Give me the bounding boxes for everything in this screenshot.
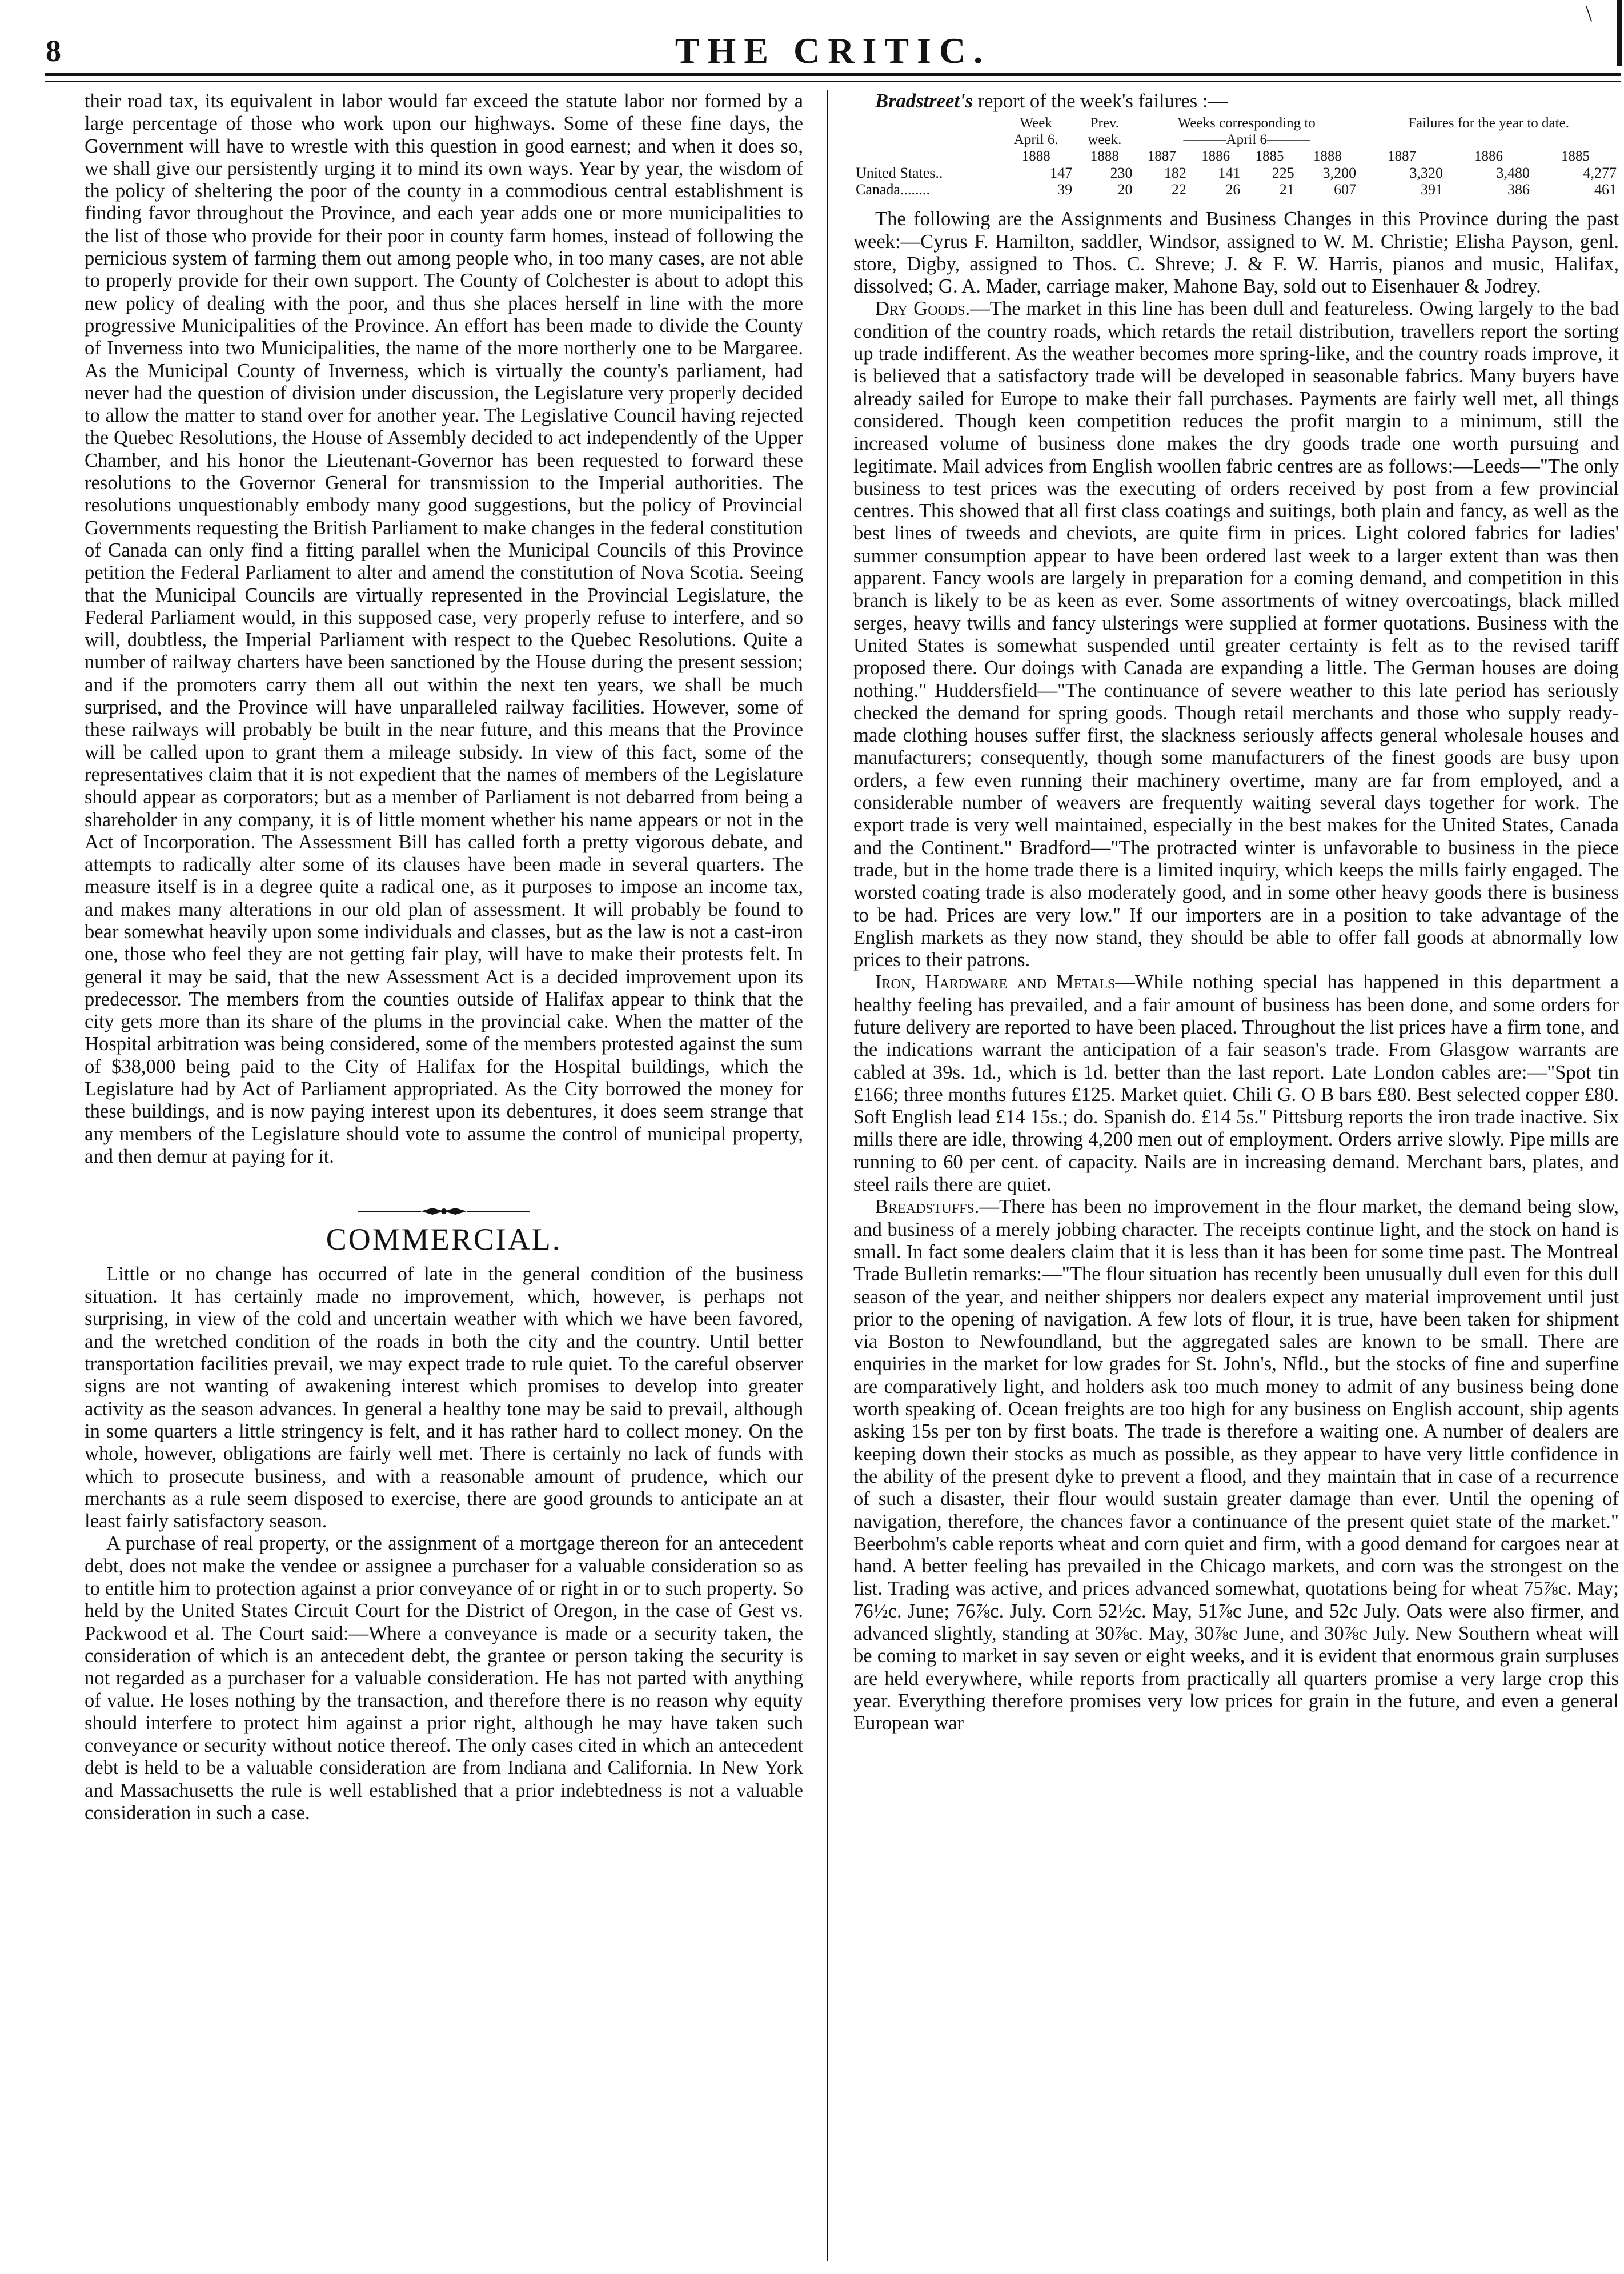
col-weeks-corresponding: Weeks corresponding to (1177, 115, 1316, 131)
table-cell: 147 (1050, 165, 1073, 182)
year-cell: 1886 (1474, 149, 1503, 165)
column-divider (827, 90, 828, 2261)
failures-subheader-row (853, 131, 1619, 148)
iron-heading: Iron, Hardware and Metals (875, 971, 1116, 994)
dry-goods-paragraph (853, 298, 1619, 971)
bradstreet-name: Bradstreet's (875, 90, 973, 112)
table-cell: 4,277 (1583, 165, 1617, 182)
breadstuffs-heading: Breadstuffs. (875, 1196, 980, 1218)
edge-mark: \ (1586, 1, 1593, 26)
dry-goods-text: —The market in this line has been dull and featureless. Owing largely to the bad condition of the country roads, which retards the retail distribution, travellers report the sorting up trade indifferent. As the weather becomes more spring-like, and the country roads improve, it is believed that a satisfactory trade will be developed in seasonable fabrics. Many buyers have already sailed for Europe to make their fall purchases. Payments are fairly well met, all things considered. Though keen competition reduces the profit margin to a minimum, still the increased volume of business done makes the dry goods trade one worth pursuing and legitimate. Mail advices from English woollen fabric centres are as follows:—Leeds—"The only business to test prices was the executing of orders received by post from a few provincial centres. This showed that all first class coatings and suitings, both plain and fancy, as well as the best lines of tweeds and cheviots, are quite firm in prices. Light colored fabrics for ladies' summer consumption appear to have been ordered last week to a larger extent than was then apparent. Fancy wools are largely in preparation for a coming demand, and competition in this branch is likely to be as keen as ever. Some assortments of witney overcoatings, black milled serges, heavy twills and fancy ulsterings were supplied at former quotations. Business with the United States is somewhat suspended until greater certainty is felt as to the revised tariff proposed there. Our doings with Canada are expanding a little. The German houses are doing nothing." Huddersfield—"The continuance of severe weather to this late period has seriously checked the demand for spring goods. Though retail merchants and those who supply ready-made clothing houses suffer first, the slackness seriously affects general wholesale houses and manufacturers; consequently, though some manufacturers of the finest goods are busy upon orders, a few even running their machinery overtime, many are far from employed, and a considerable number of weavers are frequently waiting several days together for work. The export trade is very well maintained, especially in the best makes for the United States, Canada and the Continent." Bradford—"The protracted winter is unfavorable to business in the piece trade, but in the home trade there is a limited inquiry, which keeps the mills fairly engaged. The worsted coating trade is also moderately good, and in some other heavy goods there is business to be had. Prices are very low." If our importers are in a position to take advantage of the English markets as they now stand, they should be able to offer fall goods at abnormally low prices to their patrons. (853, 298, 1619, 971)
table-cell: 20 (1117, 181, 1133, 198)
right-column (853, 90, 1619, 2267)
page-number: 8 (46, 34, 61, 68)
edge-bar (1617, 0, 1622, 66)
table-cell: 3,320 (1409, 165, 1443, 182)
year-cell: 1888 (1313, 149, 1342, 165)
col-week-label: week. (1088, 132, 1122, 148)
legal-paragraph: A purchase of real property, or the assignment of a mortgage thereon for an antecedent debt, does not make the vendee or assignee a purchaser for a valuable consideration so as to entitle him to protection against a prior conveyance of or right in or to such property. So held by the United States Circuit Court for the District of Oregon, in the case of Gest vs. Packwood et al. The Court said:—Where a conveyance is made or a security taken, the consideration of which is an antecedent debt, the grantee or person taking the security is not regarded as a purchaser for a valuable consideration. He has not parted with anything of value. He loses nothing by the transaction, and therefore there is no reason why equity should interfere to protect him against a prior right, although he may have taken such conveyance or security without notice thereof. The only cases cited in which an antecedent debt is held to be a valuable consideration are from Indiana and California. In New York and Massachusetts the rule is well established that a prior indebtedness is not a valuable consideration in such a case. (85, 1532, 803, 1824)
table-cell: 386 (1507, 181, 1530, 198)
table-cell: 182 (1164, 165, 1186, 182)
row-label: United States.. (856, 165, 943, 182)
left-column (85, 90, 803, 2267)
header-rule-thin (45, 81, 1621, 82)
table-cell: 461 (1594, 181, 1617, 198)
col-prev: Prev. (1090, 115, 1120, 131)
table-cell: 607 (1334, 181, 1357, 198)
year-cell: 1887 (1147, 149, 1176, 165)
failures-years-row (853, 148, 1619, 165)
year-cell: 1885 (1561, 149, 1590, 165)
table-row (853, 181, 1619, 198)
row-label: Canada........ (856, 181, 930, 198)
table-cell: 26 (1225, 181, 1241, 198)
table-cell: 21 (1279, 181, 1294, 198)
table-cell: 3,480 (1496, 165, 1530, 182)
failures-header-row (853, 115, 1619, 131)
table-cell: 39 (1057, 181, 1073, 198)
section-ornament (85, 1200, 803, 1222)
failures-table (853, 115, 1619, 198)
masthead-title: THE CRITIC. (675, 30, 991, 71)
header-rule-thick (45, 73, 1621, 76)
dry-goods-heading: Dry Goods. (875, 298, 971, 320)
page-header (45, 30, 1621, 70)
breadstuffs-paragraph (853, 1196, 1619, 1735)
table-cell: 225 (1272, 165, 1294, 182)
bradstreet-intro (853, 90, 1619, 113)
table-cell: 3,200 (1322, 165, 1357, 182)
table-cell: 391 (1421, 181, 1443, 198)
iron-paragraph (853, 971, 1619, 1196)
col-april-6: April 6. (1013, 132, 1058, 148)
year-cell: 1888 (1021, 149, 1050, 165)
commercial-paragraph: Little or no change has occurred of late in the general condition of the business situation. It has certainly made no improvement, which, however, is perhaps not surprising, in view of the cold and uncertain weather with which we have been favored, and the wretched condition of the roads in both the city and the country. Until better transportation facilities prevail, we may expect trade to rule quiet. To the careful observer signs are not wanting of awakening interest which promises to develop into greater activity as the season advances. In general a healthy tone may be said to prevail, although in some quarters a little stringency is felt, and it has rather hard to collect money. On the whole, however, obligations are fairly well met. There is certainly no lack of funds with which to prosecute business, and with a reasonable amount of prudence, which our merchants as a rule seem disposed to exercise, there are good grounds to anticipate an at least fairly satisfactory season. (85, 1263, 803, 1532)
col-april-6-range: ———April 6——— (1183, 132, 1310, 148)
legislature-article: their road tax, its equivalent in labor would far exceed the statute labor nor formed by a large percentage of those who work upon our highways. Some of these fine days, the Government will have to wrestle with this question in good earnest; and when it does so, we shall give our persistently urging it to mind its own ways. Year by year, the wisdom of the policy of sheltering the poor of the county in a commodious central establishment is finding favor throughout the Province, and each year adds one or more municipalities to the list of those who provide for their poor in county farm homes, instead of following the pernicious system of farming them out among people who, in too many cases, are not able to properly provide for their own support. The County of Colchester is about to adopt this new policy of dealing with the poor, and thus she places herself in line with the more progressive Municipalities of the Province. An effort has been made to divide the County of Inverness into two Municipalities, the name of the more northerly one to be Margaree. As the Municipal County of Inverness, which is virtually the county's parliament, had never had the question of division under discussion, the Legislature very properly decided to allow the matter to stand over for another year. The Legislative Council having rejected the Quebec Resolutions, the House of Assembly decided to act independently of the Upper Chamber, and his honor the Lieutenant-Governor has been requested to forward these resolutions to the Governor General for transmission to the Imperial authorities. The resolutions unquestionably embody many good suggestions, but the policy of Provincial Governments requesting the British Parliament to make changes in the federal constitution of Canada can only find a fitting parallel when the Municipal Councils of this Province petition the Federal Parliament to alter and amend the constitution of Nova Scotia. Seeing that the Municipal Councils are virtually represented in the Provincial Legislature, the Federal Parliament would, in this supposed case, very properly refuse to interfere, and so will, doubtless, the Imperial Parliament with respect to the Quebec Resolutions. Quite a number of railway charters have been sanctioned by the House during the present session; and if the promoters carry them all out within the next ten years, we shall be much surprised, and the Province will have unparalleled railway facilities. However, some of these railways will probably be built in the near future, and this means that the Province will be called upon to grant them a mileage subsidy. In view of this fact, some of the representatives claim that it is not expedient that the names of members of the Legislature should appear as corporators; but as a member of Parliament is not debarred from being a shareholder in any company, it is of little moment whether his name appears or not in the Act of Incorporation. The Assessment Bill has called forth a pretty vigorous debate, and attempts to radically alter some of its clauses have been made in several quarters. The measure itself is in a degree quite a radical one, as it purposes to impose an income tax, and makes many alterations in our old plan of assessment. It will probably be found to bear somewhat heavily upon some individuals and classes, but as the law is not a cast-iron one, those who feel they are not getting fair play, will have to make their protests felt. In general it may be said, that the new Assessment Act is a decided improvement upon its predecessor. The members from the counties outside of Halifax appear to think that the city gets more than its share of the plums in the provincial cake. When the matter of the Hospital arbitration was being considered, some of the members protested against the sum of $38,000 being paid to the City of Halifax for the Hospital buildings, which the Legislature had by Act of Parliament appropriated. As the City borrowed the money for these buildings, and is now paying interest upon its debentures, it does seem strange that any members of the Legislature should vote to assume the control of municipal property, and then demur at paying for it. (85, 90, 803, 1167)
col-week: Week (1020, 115, 1052, 131)
assignments-paragraph: The following are the Assignments and Business Changes in this Province during the past week:—Cyrus F. Hamilton, saddler, Windsor, assigned to W. M. Christie; Elisha Payson, genl. store, Digby, assigned to Thos. C. Shreve; J. & F. W. Harris, pianos and music, Halifax, dissolved; G. A. Mader, carriage maker, Mahone Bay, sold out to Eisenhauer & Jodrey. (853, 208, 1619, 298)
iron-text: —While nothing special has happened in this department a healthy feeling has prevailed, and a fair amount of business has been done, and some orders for future delivery are reported to have been placed. Throughout the list prices have a firm tone, and the indications warrant the anticipation of a fair season's trade. From Glasgow warrants are cabled at 39s. 1d., which is 1d. better than the last report. Late London cables are:—"Spot tin £166; three months futures £125. Market quiet. Chili G. O B bars £80. Best selected copper £80. Soft English lead £14 15s.; do. Spanish do. £14 5s." Pittsburg reports the iron trade inactive. Six mills there are idle, throwing 4,200 men out of employment. Orders arrive slowly. Pipe mills are running to 60 per cent. of capacity. Nails are in increasing demand. Merchant bars, plates, and steel rails there are quiet. (853, 971, 1619, 1196)
bradstreet-intro-text: report of the week's failures :— (977, 90, 1228, 112)
table-cell: 230 (1110, 165, 1133, 182)
section-heading-commercial: COMMERCIAL. (326, 1222, 562, 1256)
ornament-rule-icon (358, 1206, 530, 1217)
table-row (853, 165, 1619, 181)
year-cell: 1885 (1255, 149, 1284, 165)
year-cell: 1886 (1201, 149, 1230, 165)
table-cell: 22 (1171, 181, 1186, 198)
breadstuffs-text: —There has been no improvement in the flour market, the demand being slow, and business of a merely jobbing character. The receipts continue light, and the stock on hand is small. In fact some dealers claim that it is less than it has been for some time past. The Montreal Trade Bulletin remarks:—"The flour situation has recently been unusually dull even for this dull season of the year, and neither shippers nor dealers expect any material improvement until just prior to the opening of navigation. A few lots of flour, it is true, have been taken for shipment via Boston to Newfoundland, but the aggregated sales are known to be small. There are enquiries in the market for low grades for St. John's, Nfld., but the stocks of fine and superfine are comparatively light, and holders ask too much money to admit of any business being done worth speaking of. Ocean freights are too high for any business on English account, ship agents asking 15s per ton by first boats. The trade is therefore a waiting one. A number of dealers are keeping down their stocks as much as possible, as they appear to have very little confidence in the ability of the present dyke to prevent a flood, and they maintain that in case of a recurrence of such a disaster, their flour would sustain greater damage than ever. Until the opening of navigation, therefore, the chances favor a continuance of the present quiet state of the market." Beerbohm's cable reports wheat and corn quiet and firm, with a good demand for cargoes near at hand. A better feeling has prevailed in the Chicago markets, and corn was the strongest on the list. Trading was active, and prices advanced somewhat, quotations being for wheat 75⅞c. May; 76½c. June; 76⅞c. July. Corn 52½c. May, 51⅞c June, and 52c July. Oats were also firmer, and advanced slightly, standing at 30⅞c. May, 30⅞c June, and 30⅞c July. New Southern wheat will be coming to market in say seven or eight weeks, and it is evident that enormous grain surpluses are held everywhere, while reports from practically all quarters promise a very large crop this year. Everything therefore promises very low prices for grain in the future, and even a general European war (853, 1196, 1619, 1735)
year-cell: 1888 (1090, 149, 1119, 165)
col-failures-year: Failures for the year to date. (1408, 115, 1569, 131)
table-cell: 141 (1218, 165, 1241, 182)
year-cell: 1887 (1388, 149, 1417, 165)
